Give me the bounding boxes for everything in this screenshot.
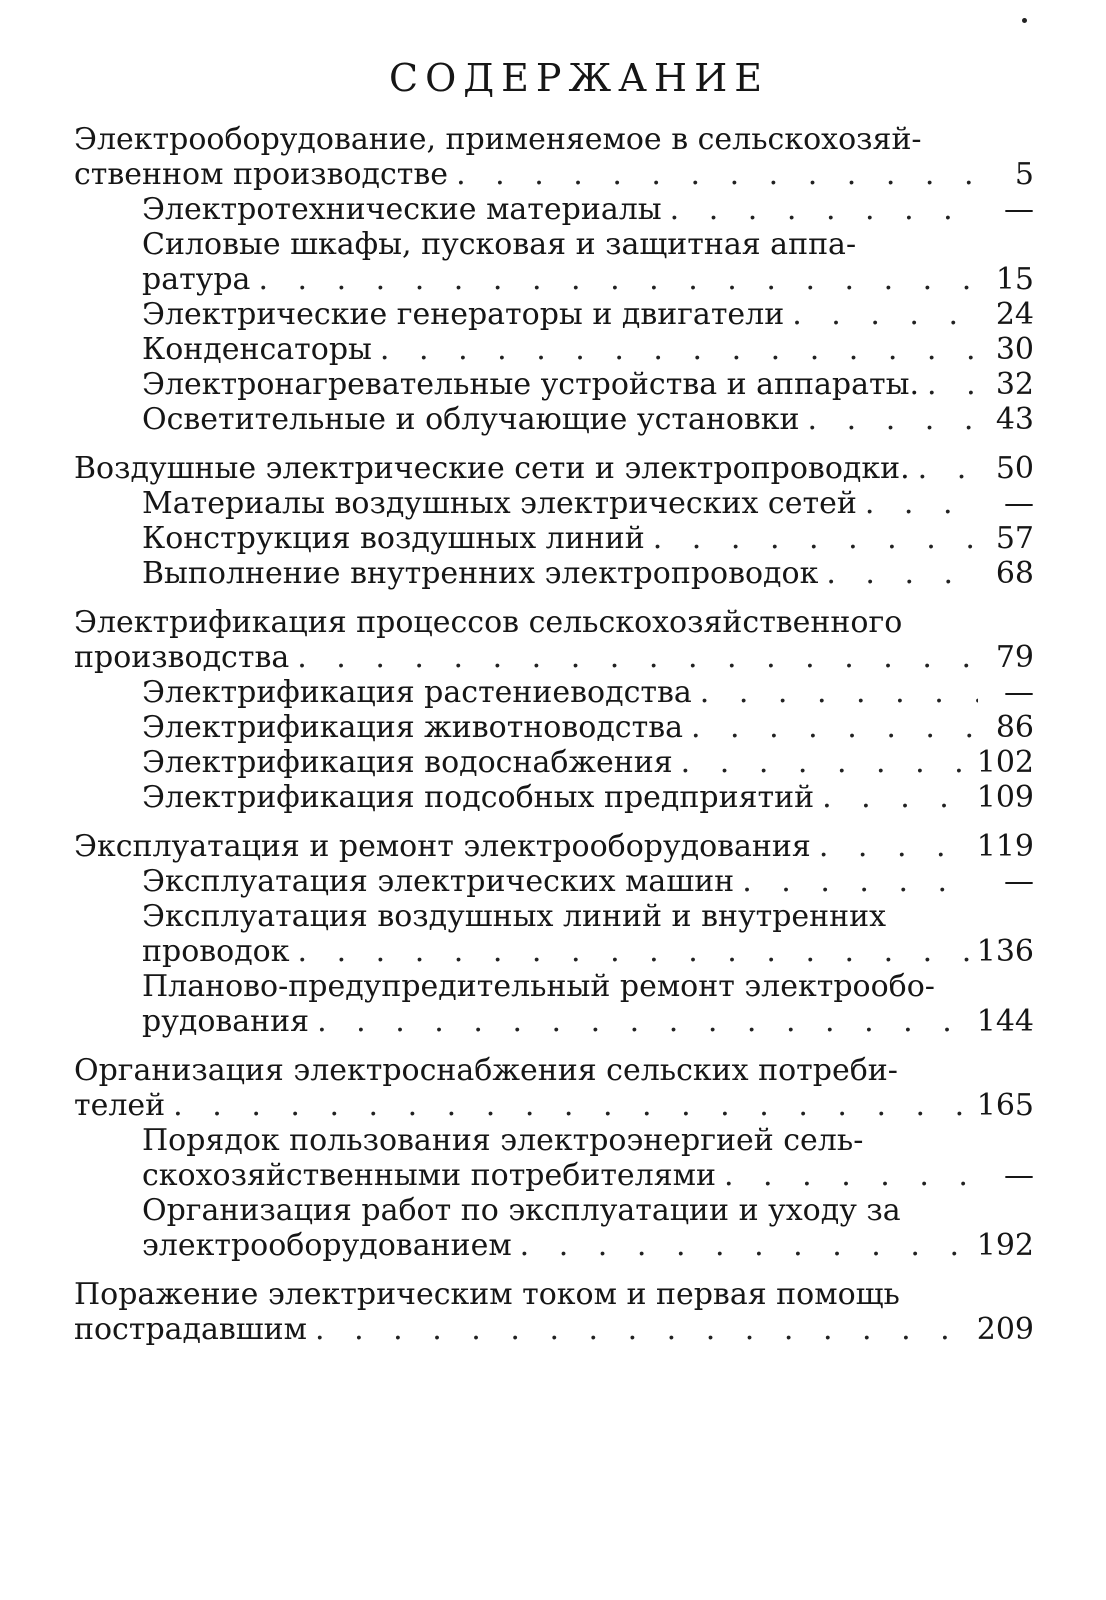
chapter-entry-text: ственном производстве [74,156,449,192]
dot-leader [250,262,978,297]
page-title: СОДЕРЖАНИЕ [389,56,769,100]
subsection-entry-final-line [142,675,1034,710]
dot-leader [309,1004,977,1039]
subsection-entry-text: Электрификация подсобных предприятий [142,779,815,815]
chapter-entry [74,1053,1034,1123]
subsection-entry [74,297,1034,332]
subsection-entry-text: Конструкция воздушных линий [142,520,645,556]
page-number: 79 [995,639,1034,675]
page-number: 24 [995,296,1034,332]
toc-section [74,1277,1034,1347]
chapter-entry-text: Организация электроснабжения сельских потреби- [74,1052,898,1088]
chapter-entry-text: Электрооборудование, применяемое в сельскохозяй- [74,121,922,157]
subsection-entry-final-line [142,934,1034,969]
subsection-entry [74,969,1034,1039]
toc-section [74,1053,1034,1263]
subsection-entry-final-line [142,1228,1034,1263]
subsection-entry [74,675,1034,710]
chapter-entry [74,829,1034,864]
subsection-entry-final-line [142,745,1034,780]
subsection-entry-final-line [142,367,1034,402]
subsection-entry-text: Выполнение внутренних электропроводок [142,555,819,591]
subsection-entry-final-line [142,864,1034,899]
page-number: 30 [995,331,1034,367]
page-number: 209 [976,1311,1034,1347]
dot-leader [818,556,978,591]
chapter-entry-text: Эксплуатация и ремонт электрооборудования [74,828,811,864]
subsection-entry-text: Электрификация водоснабжения [142,744,673,780]
subsection-entry [74,192,1034,227]
subsection-entry-text: ратура [142,261,251,297]
chapter-entry-text: телей [74,1087,166,1123]
page-number: 68 [995,555,1034,591]
subsection-entry-final-line [142,332,1034,367]
subsection-entry-final-line [142,780,1034,815]
page-number: — [1004,863,1034,899]
dot-leader [857,486,978,521]
chapter-entry-text: Электрификация процессов сельскохозяйственного [74,604,903,640]
toc-section [74,605,1034,815]
subsection-entry-text: рудования [142,1003,310,1039]
subsection-entry [74,227,1034,297]
dot-leader [165,1088,977,1123]
paper-speck [1022,18,1027,23]
page-number: 32 [995,366,1034,402]
subsection-entry [74,1123,1034,1193]
chapter-entry-final-line [74,451,1034,486]
page-number: 86 [995,709,1034,745]
subsection-entry [74,521,1034,556]
subsection-entry-text: скохозяйственными потребителями [142,1157,716,1193]
subsection-entry-text: Планово-предупредительный ремонт электрообо- [142,968,935,1004]
subsection-entry [74,710,1034,745]
dot-leader [448,157,978,192]
subsection-entry-text: Организация работ по эксплуатации и уходу за [142,1192,901,1228]
subsection-entry-text: Электрификация животноводства [142,709,683,745]
subsection-entry [74,864,1034,899]
subsection-entry-final-line [142,1004,1034,1039]
subsection-entry [74,486,1034,521]
page-number: — [1004,674,1034,710]
subsection-entry-final-line [142,486,1034,521]
chapter-entry-final-line [74,640,1034,675]
subsection-entry [74,402,1034,437]
subsection-entry-text: Осветительные и облучающие установки [142,401,800,437]
subsection-entry-final-line [142,710,1034,745]
page-number: 192 [976,1227,1034,1263]
toc-section [74,122,1034,437]
dot-leader [289,640,978,675]
subsection-entry-text: Силовые шкафы, пусковая и защитная аппа- [142,226,857,262]
subsection-entry [74,745,1034,780]
chapter-entry-text: Поражение электрическим током и первая помощь [74,1276,900,1312]
dot-leader [784,297,978,332]
page-number: 102 [976,744,1034,780]
subsection-entry-final-line [142,1158,1034,1193]
subsection-entry [74,367,1034,402]
chapter-entry-final-line [74,1312,1034,1347]
chapter-entry [74,605,1034,675]
chapter-entry-final-line [74,1088,1034,1123]
page-number: 57 [995,520,1034,556]
contents-page [74,58,1034,1361]
toc-section [74,829,1034,1039]
subsection-entry-final-line [142,297,1034,332]
chapter-entry-text: пострадавшим [74,1311,308,1347]
subsection-entry-text: Эксплуатация воздушных линий и внутренних [142,898,887,934]
subsection-entry-final-line [142,262,1034,297]
dot-leader [683,710,978,745]
subsection-entry-final-line [142,192,1034,227]
chapter-entry-text: производства [74,639,290,675]
dot-leader [800,402,978,437]
subsection-entry [74,332,1034,367]
subsection-entry-text: Электронагревательные устройства и аппараты. [142,366,920,402]
page-number: — [1004,485,1034,521]
chapter-entry-final-line [74,829,1034,864]
dot-leader [645,521,978,556]
subsection-entry-text: Конденсаторы [142,331,372,367]
subsection-entry-final-line [142,556,1034,591]
page-number: 50 [995,450,1034,486]
page-number: 136 [976,933,1034,969]
page-number: — [1004,191,1034,227]
subsection-entry-text: Материалы воздушных электрических сетей [142,485,857,521]
subsection-entry-text: Электротехнические материалы [142,191,662,227]
page-number: — [1004,1157,1034,1193]
subsection-entry-final-line [142,521,1034,556]
dot-leader [734,864,978,899]
subsection-entry [74,1193,1034,1263]
dot-leader [919,367,978,402]
page-number: 165 [976,1087,1034,1123]
dot-leader [814,780,977,815]
subsection-entry [74,556,1034,591]
subsection-entry [74,780,1034,815]
table-of-contents [74,122,1034,1347]
dot-leader [662,192,978,227]
toc-section [74,451,1034,591]
chapter-entry-text: Воздушные электрические сети и электропроводки. [74,450,910,486]
page-number: 43 [995,401,1034,437]
page-number: 119 [976,828,1034,864]
dot-leader [716,1158,978,1193]
subsection-entry-text: Электрификация растениеводства [142,674,692,710]
chapter-entry [74,451,1034,486]
dot-leader [290,934,977,969]
dot-leader [512,1228,977,1263]
subsection-entry-text: Эксплуатация электрических машин [142,863,735,899]
dot-leader [692,675,978,710]
subsection-entry-text: электрооборудованием [142,1227,512,1263]
dot-leader [910,451,978,486]
subsection-entry-final-line [142,402,1034,437]
subsection-entry-text: проводок [142,933,290,969]
dot-leader [372,332,978,367]
chapter-entry [74,122,1034,192]
dot-leader [307,1312,977,1347]
subsection-entry-text: Электрические генераторы и двигатели [142,296,785,332]
page-number: 109 [976,779,1034,815]
page-number: 15 [995,261,1034,297]
dot-leader [811,829,977,864]
page-number: 5 [1014,156,1034,192]
subsection-entry [74,899,1034,969]
dot-leader [673,745,977,780]
page-number: 144 [976,1003,1034,1039]
subsection-entry-text: Порядок пользования электроэнергией сель- [142,1122,864,1158]
chapter-entry-final-line [74,157,1034,192]
chapter-entry [74,1277,1034,1347]
